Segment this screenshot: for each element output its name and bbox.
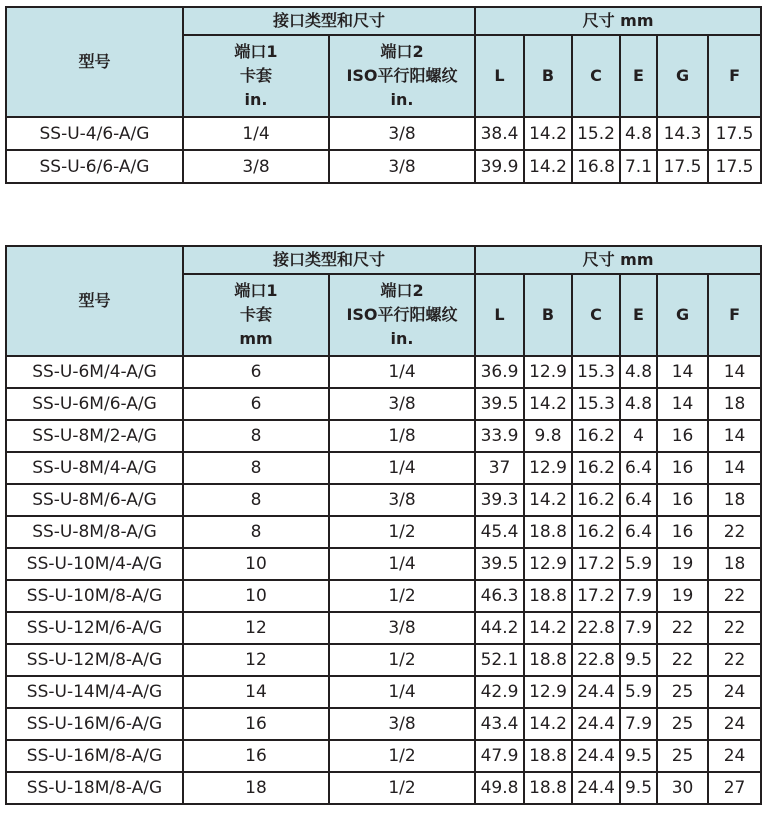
port2-cell: 1/2 [329,644,475,676]
dim-L-cell: 39.5 [475,548,524,580]
dim-G-cell: 16 [657,452,708,484]
dim-B-cell: 14.2 [524,388,572,420]
model-cell: SS-U-10M/4-A/G [6,548,183,580]
table-row [6,644,761,676]
dim-F-cell: 17.5 [708,117,761,150]
port2-cell: 1/2 [329,772,475,804]
port1-type: 卡套 [239,305,272,324]
dim-E-cell: 7.1 [620,150,657,183]
port1-cell: 8 [183,516,329,548]
dim-header-B: B [524,274,572,356]
dim-F-cell: 22 [708,644,761,676]
dim-C-cell: 24.4 [572,708,620,740]
dim-E-cell: 5.9 [620,548,657,580]
port1-unit: in. [244,90,268,109]
dim-L-cell: 39.5 [475,388,524,420]
port1-cell: 16 [183,708,329,740]
model-cell: SS-U-8M/2-A/G [6,420,183,452]
dim-B-cell: 18.8 [524,772,572,804]
dim-B-cell: 14.2 [524,117,572,150]
port1-cell: 8 [183,484,329,516]
spec-table-inch [5,6,762,184]
model-cell: SS-U-8M/6-A/G [6,484,183,516]
port1-cell: 18 [183,772,329,804]
port1-cell: 16 [183,740,329,772]
dim-header-B: B [524,35,572,117]
dim-C-cell: 24.4 [572,740,620,772]
table-row [6,484,761,516]
port2-cell: 1/4 [329,548,475,580]
dim-B-cell: 12.9 [524,676,572,708]
dim-L-cell: 33.9 [475,420,524,452]
dim-E-cell: 4.8 [620,388,657,420]
table-row [6,580,761,612]
dim-G-cell: 22 [657,612,708,644]
dim-C-cell: 16.2 [572,484,620,516]
model-cell: SS-U-10M/8-A/G [6,580,183,612]
dim-L-cell: 36.9 [475,356,524,388]
dim-header-G: G [657,35,708,117]
dim-G-cell: 14 [657,388,708,420]
dim-E-cell: 5.9 [620,676,657,708]
port1-cell: 3/8 [183,150,329,183]
dim-B-cell: 12.9 [524,452,572,484]
port-group-header: 接口类型和尺寸 [183,7,475,35]
dim-C-cell: 16.2 [572,420,620,452]
dim-F-cell: 14 [708,420,761,452]
table-row [6,708,761,740]
dim-G-cell: 22 [657,644,708,676]
table-row [6,772,761,804]
table-row [6,548,761,580]
port2-type: ISO平行阳螺纹 [346,305,458,324]
dim-header-F: F [708,274,761,356]
dim-G-cell: 30 [657,772,708,804]
dim-F-cell: 24 [708,740,761,772]
model-cell: SS-U-12M/8-A/G [6,644,183,676]
dim-L-cell: 39.3 [475,484,524,516]
dim-C-cell: 24.4 [572,772,620,804]
dim-G-cell: 17.5 [657,150,708,183]
dim-L-cell: 43.4 [475,708,524,740]
dim-F-cell: 14 [708,356,761,388]
port1-cell: 6 [183,356,329,388]
dim-G-cell: 19 [657,548,708,580]
port2-cell: 3/8 [329,117,475,150]
dim-F-cell: 18 [708,388,761,420]
port2-cell: 1/4 [329,356,475,388]
dim-E-cell: 9.5 [620,644,657,676]
dim-C-cell: 24.4 [572,676,620,708]
dim-B-cell: 14.2 [524,612,572,644]
port2-cell: 3/8 [329,612,475,644]
port1-cell: 12 [183,644,329,676]
port1-cell: 12 [183,612,329,644]
dim-B-cell: 14.2 [524,708,572,740]
port2-cell: 1/4 [329,676,475,708]
port1-cell: 10 [183,580,329,612]
port1-cell: 10 [183,548,329,580]
dim-header-L: L [475,35,524,117]
port1-cell: 8 [183,452,329,484]
dim-L-cell: 42.9 [475,676,524,708]
dim-E-cell: 6.4 [620,516,657,548]
dim-E-cell: 4.8 [620,356,657,388]
port2-cell: 3/8 [329,388,475,420]
dim-header-F: F [708,35,761,117]
dim-G-cell: 25 [657,740,708,772]
model-cell: SS-U-14M/4-A/G [6,676,183,708]
model-cell: SS-U-16M/6-A/G [6,708,183,740]
dim-header-C: C [572,35,620,117]
dim-C-cell: 16.2 [572,452,620,484]
dim-E-cell: 7.9 [620,708,657,740]
dim-C-cell: 17.2 [572,580,620,612]
dim-F-cell: 18 [708,484,761,516]
dim-B-cell: 18.8 [524,644,572,676]
port1-header [183,35,329,117]
dim-header-G: G [657,274,708,356]
dim-F-cell: 27 [708,772,761,804]
model-cell: SS-U-16M/8-A/G [6,740,183,772]
dim-G-cell: 14.3 [657,117,708,150]
dim-C-cell: 17.2 [572,548,620,580]
dim-L-cell: 44.2 [475,612,524,644]
dim-L-cell: 46.3 [475,580,524,612]
port1-cell: 14 [183,676,329,708]
port1-type: 卡套 [239,66,272,85]
dim-L-cell: 47.9 [475,740,524,772]
spec-table-metric [5,245,762,805]
dim-E-cell: 9.5 [620,772,657,804]
port2-cell: 3/8 [329,484,475,516]
port2-header [329,274,475,356]
port-group-header: 接口类型和尺寸 [183,246,475,274]
table-row [6,612,761,644]
port2-cell: 3/8 [329,708,475,740]
dim-E-cell: 4.8 [620,117,657,150]
dim-B-cell: 12.9 [524,356,572,388]
dim-E-cell: 7.9 [620,612,657,644]
dim-L-cell: 37 [475,452,524,484]
dim-G-cell: 25 [657,676,708,708]
dim-B-cell: 12.9 [524,548,572,580]
table-row [6,516,761,548]
dim-C-cell: 15.2 [572,117,620,150]
port2-type: ISO平行阳螺纹 [346,66,458,85]
port2-unit: in. [390,329,414,348]
port2-cell: 1/2 [329,516,475,548]
model-header: 型号 [6,7,183,117]
dim-B-cell: 14.2 [524,150,572,183]
dim-header-L: L [475,274,524,356]
dim-F-cell: 24 [708,708,761,740]
dim-header-E: E [620,35,657,117]
dim-E-cell: 7.9 [620,580,657,612]
model-cell: SS-U-6M/4-A/G [6,356,183,388]
table-row [6,117,761,150]
port2-unit: in. [390,90,414,109]
dim-G-cell: 16 [657,420,708,452]
port2-cell: 1/8 [329,420,475,452]
dim-L-cell: 52.1 [475,644,524,676]
port2-cell: 1/2 [329,580,475,612]
port1-cell: 1/4 [183,117,329,150]
dimension-group-header: 尺寸 mm [475,7,761,35]
dim-L-cell: 39.9 [475,150,524,183]
dim-E-cell: 4 [620,420,657,452]
dim-C-cell: 16.8 [572,150,620,183]
dim-L-cell: 38.4 [475,117,524,150]
model-cell: SS-U-6/6-A/G [6,150,183,183]
dim-E-cell: 9.5 [620,740,657,772]
port2-title: 端口2 [380,281,424,300]
dim-F-cell: 22 [708,580,761,612]
dim-G-cell: 16 [657,484,708,516]
dim-F-cell: 22 [708,516,761,548]
dim-B-cell: 9.8 [524,420,572,452]
table-row [6,452,761,484]
port1-title: 端口1 [234,42,278,61]
model-cell: SS-U-8M/8-A/G [6,516,183,548]
model-header: 型号 [6,246,183,356]
port1-cell: 8 [183,420,329,452]
dim-C-cell: 22.8 [572,644,620,676]
dim-E-cell: 6.4 [620,484,657,516]
dim-B-cell: 14.2 [524,484,572,516]
dim-header-C: C [572,274,620,356]
dim-F-cell: 14 [708,452,761,484]
dim-F-cell: 24 [708,676,761,708]
dim-C-cell: 22.8 [572,612,620,644]
port1-cell: 6 [183,388,329,420]
model-cell: SS-U-18M/8-A/G [6,772,183,804]
model-cell: SS-U-12M/6-A/G [6,612,183,644]
dim-C-cell: 16.2 [572,516,620,548]
dim-L-cell: 49.8 [475,772,524,804]
model-cell: SS-U-6M/6-A/G [6,388,183,420]
dim-header-E: E [620,274,657,356]
dim-G-cell: 19 [657,580,708,612]
port2-cell: 1/4 [329,452,475,484]
dim-L-cell: 45.4 [475,516,524,548]
table-row [6,150,761,183]
port2-title: 端口2 [380,42,424,61]
model-cell: SS-U-8M/4-A/G [6,452,183,484]
dim-B-cell: 18.8 [524,516,572,548]
port2-cell: 1/2 [329,740,475,772]
dim-B-cell: 18.8 [524,580,572,612]
table-row [6,356,761,388]
table-row [6,388,761,420]
table-row [6,420,761,452]
dim-F-cell: 17.5 [708,150,761,183]
dim-E-cell: 6.4 [620,452,657,484]
port2-header [329,35,475,117]
dim-G-cell: 16 [657,516,708,548]
port1-header [183,274,329,356]
port1-unit: mm [239,329,273,348]
dim-F-cell: 22 [708,612,761,644]
table-row [6,740,761,772]
port2-cell: 3/8 [329,150,475,183]
dimension-group-header: 尺寸 mm [475,246,761,274]
dim-G-cell: 14 [657,356,708,388]
dim-C-cell: 15.3 [572,388,620,420]
dim-F-cell: 18 [708,548,761,580]
model-cell: SS-U-4/6-A/G [6,117,183,150]
dim-G-cell: 25 [657,708,708,740]
table-row [6,676,761,708]
dim-B-cell: 18.8 [524,740,572,772]
dim-C-cell: 15.3 [572,356,620,388]
port1-title: 端口1 [234,281,278,300]
